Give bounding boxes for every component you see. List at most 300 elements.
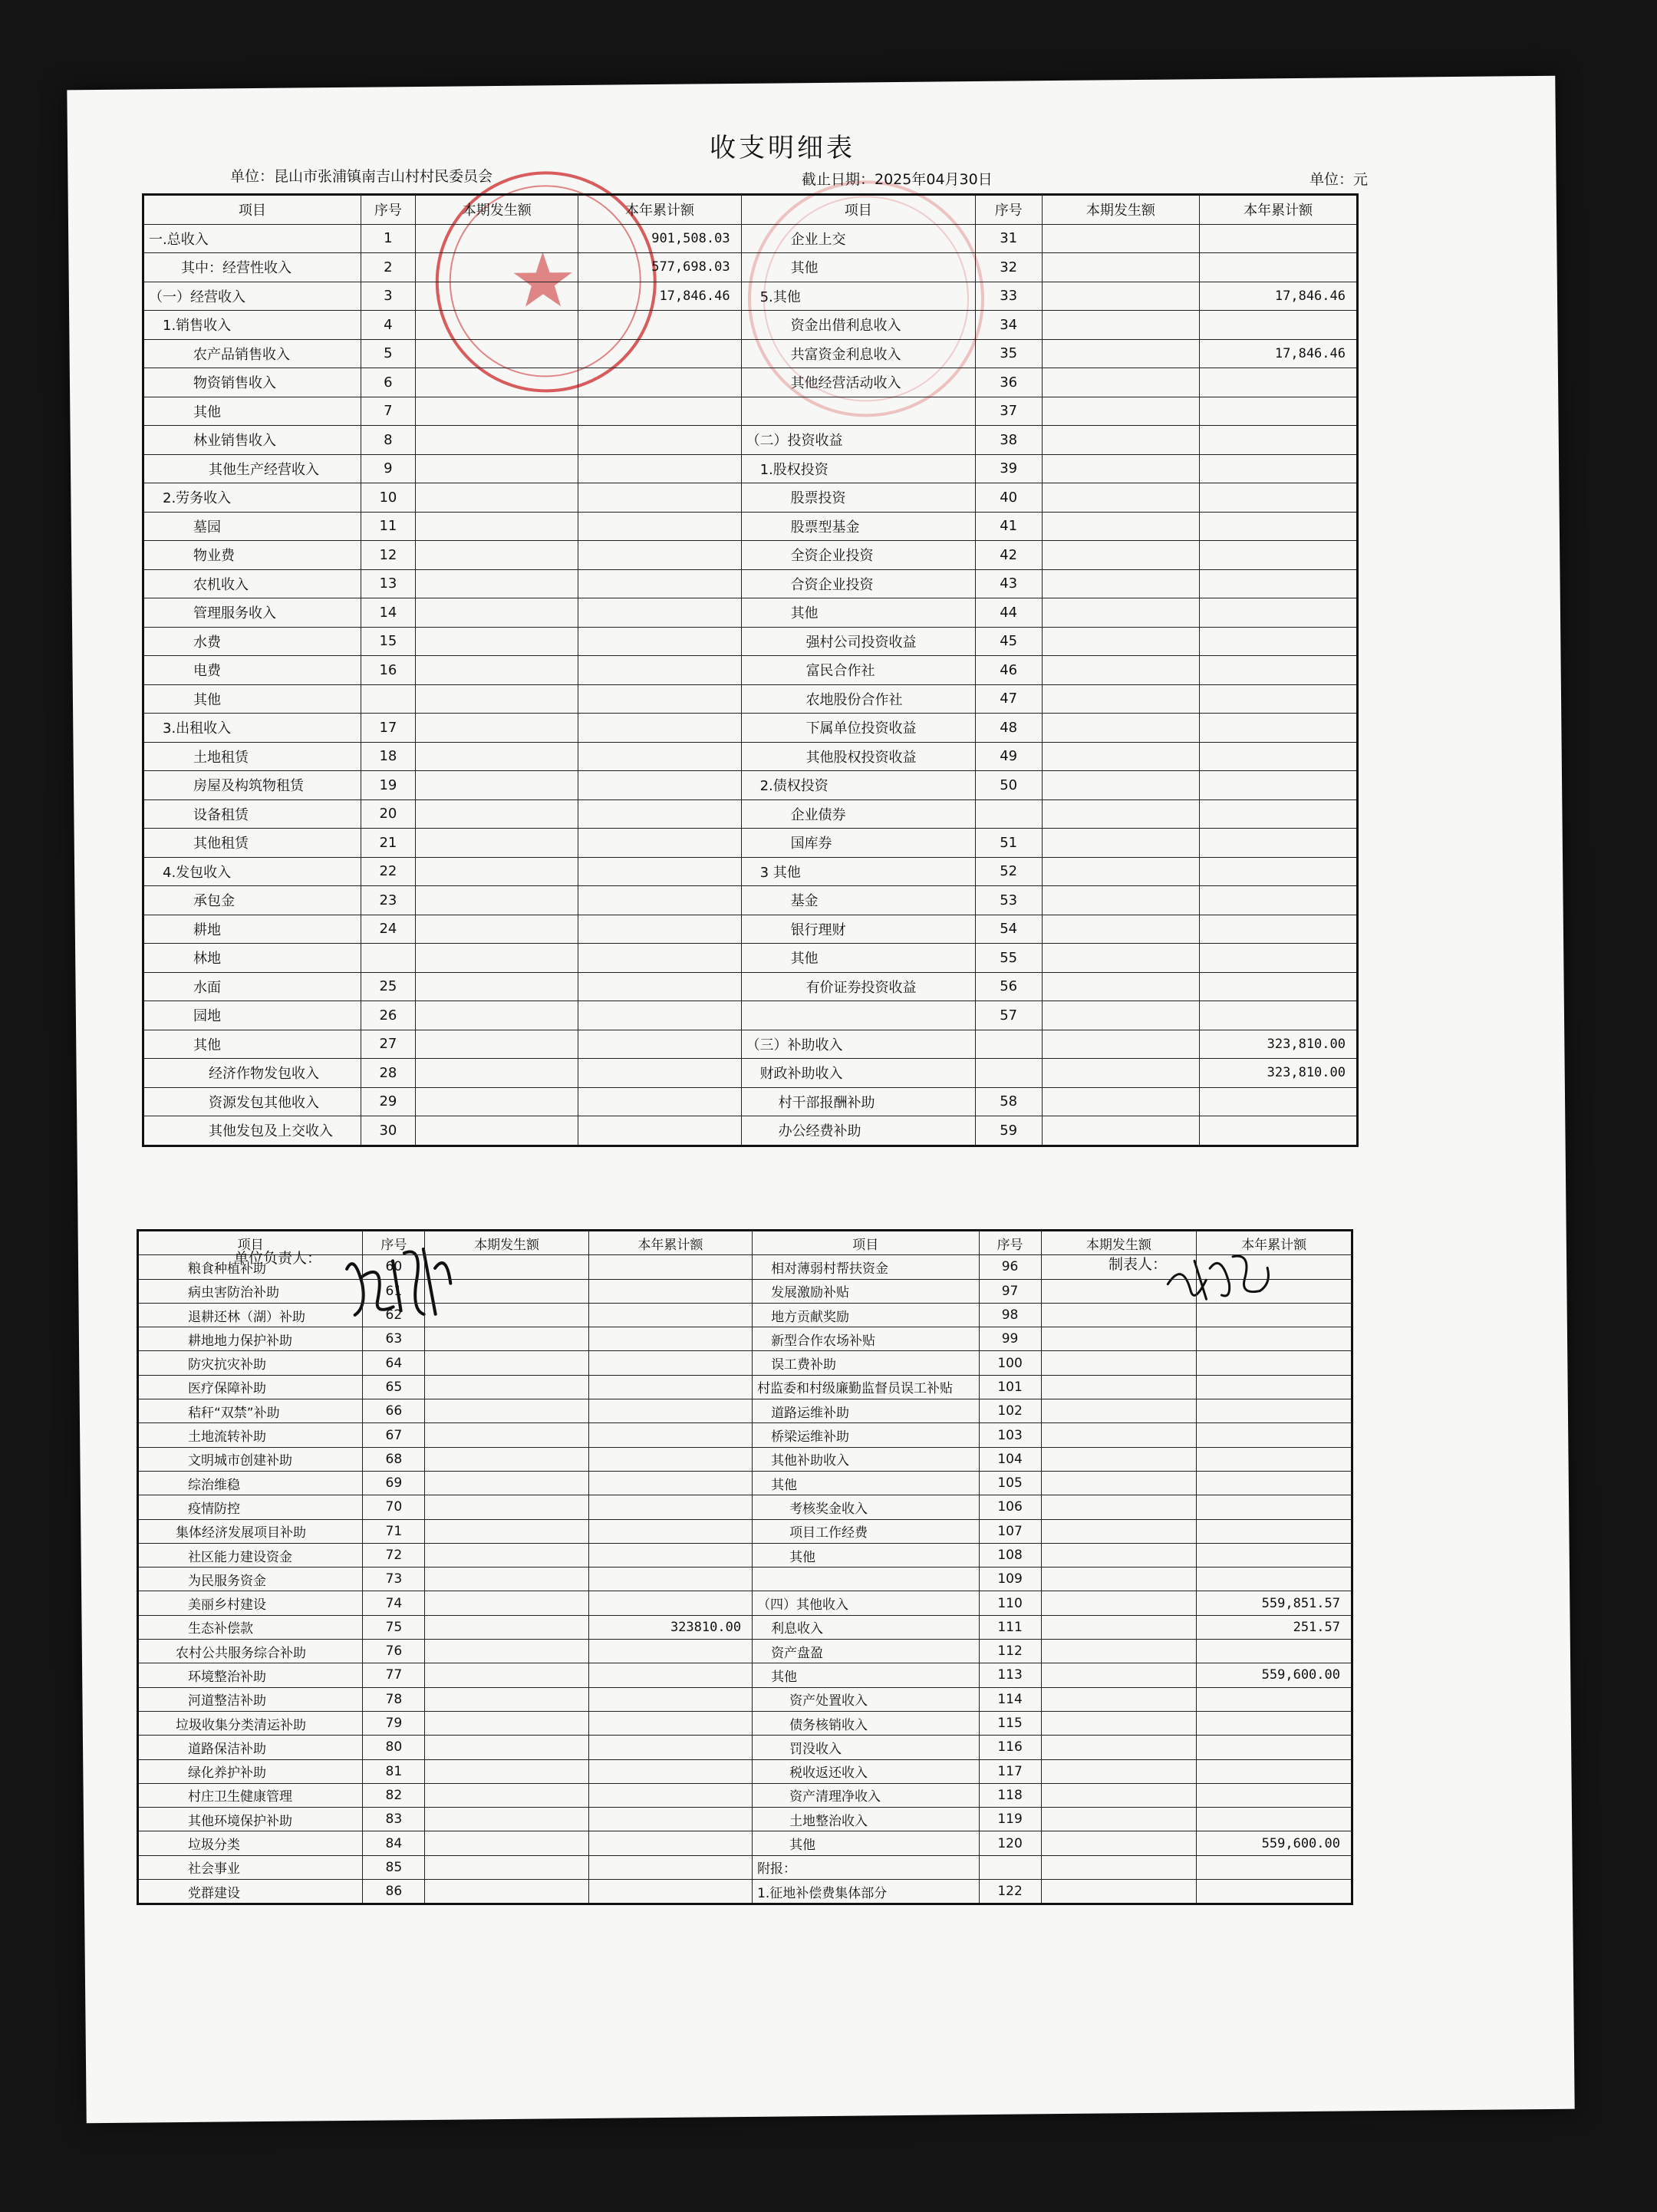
right-no-cell: 59: [975, 1116, 1042, 1146]
left-item-cell: 其中：经营性收入: [143, 253, 361, 282]
left-item-cell: 管理服务收入: [143, 598, 361, 628]
table-row: [143, 224, 1358, 253]
left-ytd-cell: [588, 1279, 752, 1303]
left-current-cell: [416, 799, 578, 829]
left-current-cell: [425, 1880, 588, 1904]
left-no-cell: 83: [363, 1808, 425, 1831]
right-ytd-cell: 251.57: [1197, 1615, 1352, 1639]
left-current-cell: [416, 397, 578, 426]
right-current-cell: [1041, 1615, 1197, 1639]
left-current-cell: [425, 1615, 588, 1639]
right-current-cell: [1042, 512, 1200, 541]
right-no-cell: 35: [975, 339, 1042, 368]
right-item-cell: 其他: [753, 1831, 979, 1855]
right-current-cell: [1042, 1030, 1200, 1059]
left-no-cell: 8: [361, 426, 415, 455]
table-row: [143, 829, 1358, 858]
left-item-cell: 防灾抗灾补助: [138, 1351, 363, 1375]
header-item: 项目: [753, 1231, 979, 1255]
table-row: [143, 771, 1358, 800]
right-current-cell: [1042, 569, 1200, 598]
table-row: [143, 454, 1358, 483]
right-current-cell: [1041, 1591, 1197, 1615]
left-item-cell: 文明城市创建补助: [138, 1447, 363, 1471]
left-no-cell: 77: [363, 1663, 425, 1687]
table-row: [138, 1447, 1352, 1471]
table-row: [138, 1831, 1352, 1855]
left-current-cell: [416, 684, 578, 714]
left-item-cell: 其他: [143, 397, 361, 426]
right-current-cell: [1041, 1736, 1197, 1759]
right-ytd-cell: [1197, 1255, 1352, 1279]
left-ytd-cell: [588, 1423, 752, 1447]
left-ytd-cell: [578, 426, 741, 455]
left-current-cell: [425, 1711, 588, 1735]
left-no-cell: [361, 944, 415, 973]
left-no-cell: 82: [363, 1783, 425, 1807]
left-item-cell: 耕地: [143, 915, 361, 944]
header-item: 项目: [138, 1231, 363, 1255]
left-current-cell: [425, 1808, 588, 1831]
right-no-cell: 96: [979, 1255, 1041, 1279]
left-current-cell: [416, 569, 578, 598]
table-row: [138, 1663, 1352, 1687]
right-no-cell: 98: [979, 1303, 1041, 1327]
right-item-cell: 误工费补助: [753, 1351, 979, 1375]
right-no-cell: 32: [975, 253, 1042, 282]
right-item-cell: 其他: [741, 253, 975, 282]
left-ytd-cell: [588, 1495, 752, 1519]
right-no-cell: 34: [975, 311, 1042, 340]
table-row: [143, 799, 1358, 829]
right-current-cell: [1042, 368, 1200, 397]
left-no-cell: 17: [361, 714, 415, 743]
right-no-cell: 45: [975, 627, 1042, 656]
left-no-cell: [361, 684, 415, 714]
left-item-cell: 其他生产经营收入: [143, 454, 361, 483]
left-no-cell: 66: [363, 1399, 425, 1423]
header-ytd: 本年累计额: [578, 195, 741, 225]
right-no-cell: 31: [975, 224, 1042, 253]
right-ytd-cell: [1197, 1399, 1352, 1423]
left-ytd-cell: [578, 1001, 741, 1030]
left-item-cell: 设备租赁: [143, 799, 361, 829]
left-no-cell: 5: [361, 339, 415, 368]
table-row: [138, 1591, 1352, 1615]
right-no-cell: 110: [979, 1591, 1041, 1615]
unit-label: 单位：昆山市张浦镇南吉山村村民委员会: [230, 168, 493, 185]
left-item-cell: 土地流转补助: [138, 1423, 363, 1447]
right-current-cell: [1041, 1687, 1197, 1711]
table-row: [138, 1495, 1352, 1519]
right-ytd-cell: [1200, 224, 1358, 253]
right-current-cell: [1041, 1399, 1197, 1423]
table-row: [143, 656, 1358, 685]
right-ytd-cell: [1200, 483, 1358, 513]
right-ytd-cell: 559,600.00: [1197, 1663, 1352, 1687]
right-current-cell: [1041, 1543, 1197, 1567]
right-no-cell: 100: [979, 1351, 1041, 1375]
left-item-cell: 粮食种植补助: [138, 1255, 363, 1279]
right-current-cell: [1042, 972, 1200, 1001]
right-ytd-cell: [1200, 569, 1358, 598]
left-ytd-cell: [588, 1687, 752, 1711]
right-ytd-cell: [1200, 311, 1358, 340]
right-ytd-cell: [1200, 598, 1358, 628]
left-current-cell: [425, 1543, 588, 1567]
left-current-cell: [416, 857, 578, 886]
right-no-cell: 58: [975, 1087, 1042, 1116]
left-item-cell: （一）经营收入: [143, 282, 361, 311]
left-current-cell: [416, 714, 578, 743]
left-current-cell: [425, 1447, 588, 1471]
right-current-cell: [1041, 1568, 1197, 1591]
left-no-cell: 19: [361, 771, 415, 800]
right-ytd-cell: [1200, 857, 1358, 886]
right-no-cell: 104: [979, 1447, 1041, 1471]
right-ytd-cell: 559,600.00: [1197, 1831, 1352, 1855]
left-current-cell: [416, 742, 578, 771]
right-ytd-cell: [1200, 1116, 1358, 1146]
left-ytd-cell: [578, 1087, 741, 1116]
table-row: [143, 1030, 1358, 1059]
left-current-cell: [416, 915, 578, 944]
left-ytd-cell: [578, 311, 741, 340]
left-ytd-cell: [578, 656, 741, 685]
right-ytd-cell: [1197, 1640, 1352, 1663]
right-ytd-cell: 17,846.46: [1200, 339, 1358, 368]
left-item-cell: 承包金: [143, 886, 361, 915]
left-ytd-cell: [588, 1831, 752, 1855]
right-item-cell: 其他: [753, 1663, 979, 1687]
table-row: [138, 1327, 1352, 1351]
right-item-cell: [741, 397, 975, 426]
left-ytd-cell: [578, 829, 741, 858]
right-item-cell: 资产盘盈: [753, 1640, 979, 1663]
left-no-cell: 2: [361, 253, 415, 282]
left-no-cell: 10: [361, 483, 415, 513]
right-item-cell: 其他: [741, 598, 975, 628]
right-current-cell: [1042, 829, 1200, 858]
header-no: 序号: [361, 195, 415, 225]
left-item-cell: 物资销售收入: [143, 368, 361, 397]
left-current-cell: [416, 311, 578, 340]
right-ytd-cell: [1197, 1808, 1352, 1831]
right-ytd-cell: [1200, 684, 1358, 714]
right-no-cell: 40: [975, 483, 1042, 513]
left-no-cell: 62: [363, 1303, 425, 1327]
left-current-cell: [416, 944, 578, 973]
left-ytd-cell: [578, 339, 741, 368]
left-item-cell: 其他环境保护补助: [138, 1808, 363, 1831]
right-no-cell: 116: [979, 1736, 1041, 1759]
right-current-cell: [1041, 1423, 1197, 1447]
right-ytd-cell: [1197, 1568, 1352, 1591]
right-item-cell: 考核奖金收入: [753, 1495, 979, 1519]
right-no-cell: 102: [979, 1399, 1041, 1423]
left-ytd-cell: [588, 1711, 752, 1735]
right-current-cell: [1041, 1255, 1197, 1279]
right-current-cell: [1041, 1808, 1197, 1831]
left-current-cell: [425, 1663, 588, 1687]
header-info-line: [153, 165, 1369, 190]
right-no-cell: 99: [979, 1327, 1041, 1351]
left-current-cell: [416, 512, 578, 541]
right-current-cell: [1042, 684, 1200, 714]
right-item-cell: 罚没收入: [753, 1736, 979, 1759]
right-ytd-cell: 559,851.57: [1197, 1591, 1352, 1615]
right-item-cell: 强村公司投资收益: [741, 627, 975, 656]
left-current-cell: [425, 1327, 588, 1351]
left-ytd-cell: 17,846.46: [578, 282, 741, 311]
left-ytd-cell: [578, 915, 741, 944]
right-no-cell: 54: [975, 915, 1042, 944]
right-no-cell: 114: [979, 1687, 1041, 1711]
right-no-cell: 42: [975, 541, 1042, 570]
left-current-cell: [416, 224, 578, 253]
right-no-cell: 39: [975, 454, 1042, 483]
table-row: [143, 598, 1358, 628]
right-no-cell: 119: [979, 1808, 1041, 1831]
right-item-cell: 其他: [753, 1543, 979, 1567]
table-row: [143, 339, 1358, 368]
right-item-cell: 资产处置收入: [753, 1687, 979, 1711]
left-current-cell: [416, 253, 578, 282]
right-no-cell: 120: [979, 1831, 1041, 1855]
left-current-cell: [425, 1591, 588, 1615]
right-current-cell: [1042, 799, 1200, 829]
left-no-cell: 21: [361, 829, 415, 858]
left-no-cell: 18: [361, 742, 415, 771]
left-item-cell: 其他: [143, 684, 361, 714]
left-no-cell: 12: [361, 541, 415, 570]
left-ytd-cell: [578, 886, 741, 915]
right-ytd-cell: [1200, 656, 1358, 685]
right-no-cell: 115: [979, 1711, 1041, 1735]
header-item: 项目: [143, 195, 361, 225]
right-ytd-cell: [1200, 627, 1358, 656]
left-item-cell: 1.销售收入: [143, 311, 361, 340]
right-item-cell: 有价证券投资收益: [741, 972, 975, 1001]
table-row: [143, 627, 1358, 656]
left-item-cell: 4.发包收入: [143, 857, 361, 886]
left-ytd-cell: [578, 569, 741, 598]
left-current-cell: [425, 1568, 588, 1591]
left-current-cell: [425, 1640, 588, 1663]
right-item-cell: [741, 1001, 975, 1030]
right-item-cell: 其他: [741, 944, 975, 973]
right-ytd-cell: [1197, 1519, 1352, 1543]
right-current-cell: [1042, 1116, 1200, 1146]
left-ytd-cell: [588, 1519, 752, 1543]
left-current-cell: [416, 1030, 578, 1059]
right-current-cell: [1042, 857, 1200, 886]
left-ytd-cell: [578, 454, 741, 483]
right-item-cell: 企业上交: [741, 224, 975, 253]
right-ytd-cell: [1200, 253, 1358, 282]
left-no-cell: 23: [361, 886, 415, 915]
left-ytd-cell: [578, 483, 741, 513]
left-item-cell: 物业费: [143, 541, 361, 570]
right-item-cell: 税收返还收入: [753, 1759, 979, 1783]
right-no-cell: 108: [979, 1543, 1041, 1567]
table-row: [143, 483, 1358, 513]
right-item-cell: （二）投资收益: [741, 426, 975, 455]
right-no-cell: [975, 1030, 1042, 1059]
right-no-cell: 43: [975, 569, 1042, 598]
right-current-cell: [1041, 1855, 1197, 1879]
right-ytd-cell: 323,810.00: [1200, 1030, 1358, 1059]
left-no-cell: 28: [361, 1059, 415, 1088]
right-item-cell: 富民合作社: [741, 656, 975, 685]
table-row: [138, 1687, 1352, 1711]
left-no-cell: 25: [361, 972, 415, 1001]
left-no-cell: 11: [361, 512, 415, 541]
left-current-cell: [416, 454, 578, 483]
right-item-cell: 国库券: [741, 829, 975, 858]
left-item-cell: 林地: [143, 944, 361, 973]
left-item-cell: 电费: [143, 656, 361, 685]
right-item-cell: 土地整治收入: [753, 1808, 979, 1831]
left-no-cell: 24: [361, 915, 415, 944]
table-row: [143, 426, 1358, 455]
right-item-cell: （三）补助收入: [741, 1030, 975, 1059]
right-item-cell: 办公经费补助: [741, 1116, 975, 1146]
table-row: [143, 397, 1358, 426]
right-current-cell: [1042, 253, 1200, 282]
header-ytd: 本年累计额: [588, 1231, 752, 1255]
right-item-cell: 财政补助收入: [741, 1059, 975, 1088]
table-row: [143, 1087, 1358, 1116]
table-row: [138, 1471, 1352, 1495]
right-ytd-cell: [1197, 1375, 1352, 1399]
left-no-cell: 4: [361, 311, 415, 340]
left-no-cell: 65: [363, 1375, 425, 1399]
right-current-cell: [1041, 1519, 1197, 1543]
right-current-cell: [1041, 1471, 1197, 1495]
right-ytd-cell: [1197, 1351, 1352, 1375]
right-ytd-cell: [1200, 1087, 1358, 1116]
header-current: 本期发生额: [425, 1231, 588, 1255]
left-ytd-cell: [588, 1783, 752, 1807]
left-ytd-cell: [588, 1303, 752, 1327]
left-ytd-cell: [578, 598, 741, 628]
right-item-cell: 新型合作农场补贴: [753, 1327, 979, 1351]
right-item-cell: 附报：: [753, 1855, 979, 1879]
right-ytd-cell: [1200, 714, 1358, 743]
right-item-cell: 1.股权投资: [741, 454, 975, 483]
left-ytd-cell: [578, 944, 741, 973]
right-item-cell: 村监委和村级廉勤监督员误工补贴: [753, 1375, 979, 1399]
left-item-cell: 林业销售收入: [143, 426, 361, 455]
left-no-cell: 64: [363, 1351, 425, 1375]
left-current-cell: [425, 1471, 588, 1495]
right-ytd-cell: [1200, 512, 1358, 541]
table-row: [138, 1711, 1352, 1735]
right-current-cell: [1042, 397, 1200, 426]
table-row: [138, 1759, 1352, 1783]
right-current-cell: [1042, 339, 1200, 368]
right-item-cell: [753, 1568, 979, 1591]
right-item-cell: 资金出借利息收入: [741, 311, 975, 340]
right-item-cell: 其他经营活动收入: [741, 368, 975, 397]
left-ytd-cell: [578, 541, 741, 570]
header-ytd: 本年累计额: [1200, 195, 1358, 225]
income-table-part2: [137, 1229, 1353, 1905]
table-row: [138, 1855, 1352, 1879]
left-no-cell: 6: [361, 368, 415, 397]
right-no-cell: 122: [979, 1880, 1041, 1904]
table-row: [138, 1399, 1352, 1423]
right-item-cell: 村干部报酬补助: [741, 1087, 975, 1116]
left-item-cell: 河道整洁补助: [138, 1687, 363, 1711]
left-current-cell: [416, 483, 578, 513]
table-row: [138, 1351, 1352, 1375]
right-ytd-cell: [1197, 1471, 1352, 1495]
right-item-cell: 股票型基金: [741, 512, 975, 541]
right-current-cell: [1042, 282, 1200, 311]
header-no: 序号: [979, 1231, 1041, 1255]
right-ytd-cell: [1200, 886, 1358, 915]
header-current: 本期发生额: [1041, 1231, 1197, 1255]
right-item-cell: 债务核销收入: [753, 1711, 979, 1735]
date-label: 截止日期：2025年04月30日: [802, 171, 993, 188]
left-ytd-cell: [588, 1447, 752, 1471]
right-item-cell: 2.债权投资: [741, 771, 975, 800]
left-item-cell: 3.出租收入: [143, 714, 361, 743]
left-ytd-cell: [588, 1855, 752, 1879]
left-ytd-cell: [578, 512, 741, 541]
left-item-cell: 经济作物发包收入: [143, 1059, 361, 1088]
left-ytd-cell: [588, 1399, 752, 1423]
left-ytd-cell: [588, 1543, 752, 1567]
right-item-cell: 基金: [741, 886, 975, 915]
right-no-cell: 111: [979, 1615, 1041, 1639]
left-no-cell: 26: [361, 1001, 415, 1030]
right-ytd-cell: 323,810.00: [1200, 1059, 1358, 1088]
right-ytd-cell: [1197, 1880, 1352, 1904]
right-current-cell: [1042, 627, 1200, 656]
table-row: [143, 541, 1358, 570]
right-current-cell: [1042, 224, 1200, 253]
left-ytd-cell: [588, 1568, 752, 1591]
table-row: [143, 512, 1358, 541]
right-item-cell: （四）其他收入: [753, 1591, 979, 1615]
right-current-cell: [1042, 598, 1200, 628]
right-item-cell: 全资企业投资: [741, 541, 975, 570]
left-ytd-cell: [578, 799, 741, 829]
left-item-cell: 垃圾收集分类清运补助: [138, 1711, 363, 1735]
right-current-cell: [1042, 1087, 1200, 1116]
right-item-cell: 合资企业投资: [741, 569, 975, 598]
right-item-cell: 项目工作经费: [753, 1519, 979, 1543]
left-no-cell: 68: [363, 1447, 425, 1471]
right-no-cell: 50: [975, 771, 1042, 800]
table-row: [138, 1543, 1352, 1567]
table-row: [143, 253, 1358, 282]
left-item-cell: 绿化养护补助: [138, 1759, 363, 1783]
left-item-cell: 垃圾分类: [138, 1831, 363, 1855]
table-row: [138, 1279, 1352, 1303]
left-ytd-cell: [588, 1591, 752, 1615]
header-item: 项目: [741, 195, 975, 225]
left-item-cell: 水面: [143, 972, 361, 1001]
right-current-cell: [1042, 714, 1200, 743]
left-item-cell: 房屋及构筑物租赁: [143, 771, 361, 800]
right-no-cell: 49: [975, 742, 1042, 771]
left-ytd-cell: [588, 1327, 752, 1351]
left-item-cell: 一.总收入: [143, 224, 361, 253]
